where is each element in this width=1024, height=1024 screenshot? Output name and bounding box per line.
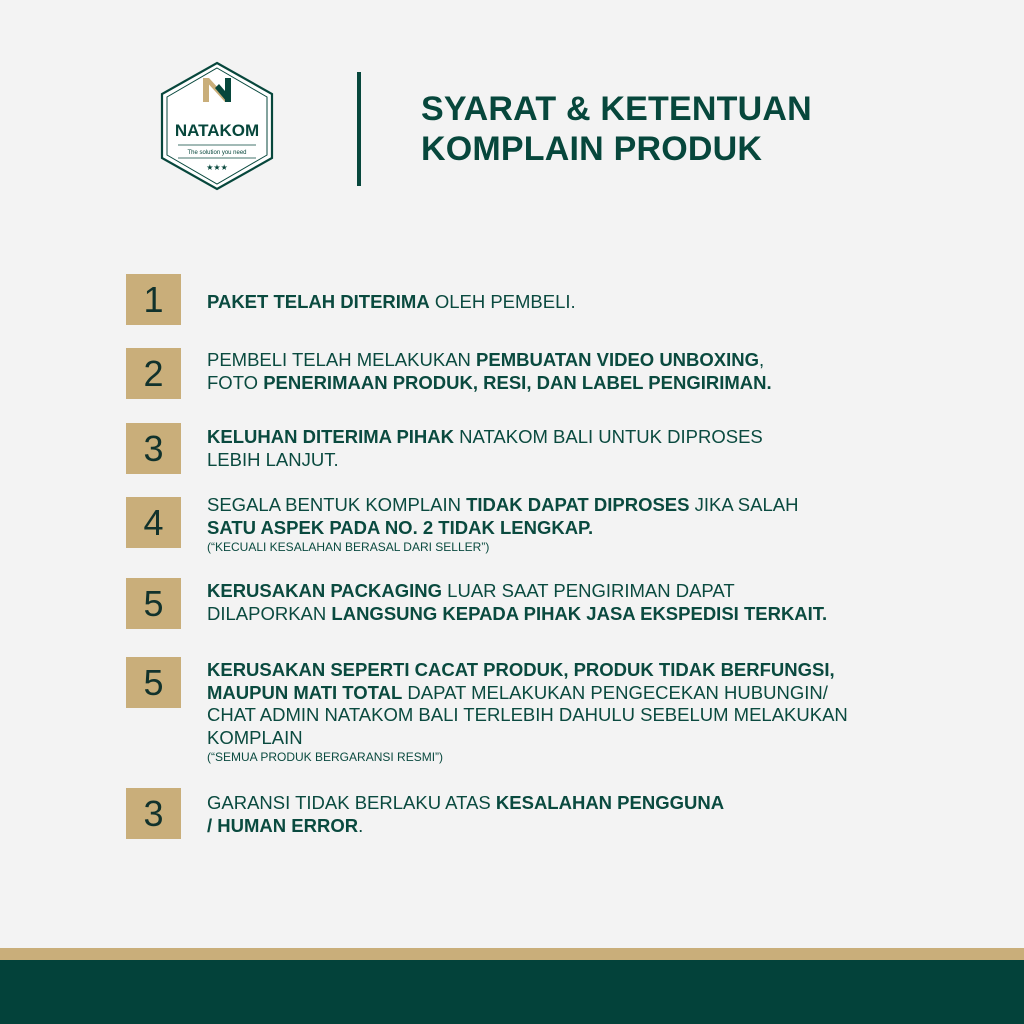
item-number-badge: 5	[126, 578, 181, 629]
page-title-line-2: KOMPLAIN PRODUK	[421, 130, 763, 168]
footer-gold-band	[0, 948, 1024, 960]
body-text: GARANSI TIDAK BERLAKU ATAS	[207, 792, 496, 813]
item-number-badge: 1	[126, 274, 181, 325]
page-title-line-1: SYARAT & KETENTUAN	[421, 90, 812, 128]
item-footnote: (“KECUALI KESALAHAN BERASAL DARI SELLER”)	[207, 540, 490, 554]
item-number-badge: 4	[126, 497, 181, 548]
page-title	[421, 89, 812, 169]
body-text: PEMBELI TELAH MELAKUKAN	[207, 349, 477, 370]
emphasis-text: SATU ASPEK PADA NO. 2 TIDAK LENGKAP.	[207, 516, 594, 538]
body-text: NATAKOM BALI UNTUK DIPROSES	[454, 426, 763, 447]
body-text: CHAT ADMIN NATAKOM BALI TERLEBIH DAHULU SEBELUM MELAKUKAN	[207, 704, 848, 725]
item-number-badge: 2	[126, 348, 181, 399]
item-text	[207, 291, 576, 314]
emphasis-text: MAUPUN MATI TOTAL	[207, 681, 403, 703]
brand-name: NATAKOM	[174, 121, 260, 140]
brand-tagline: The solution you need	[187, 150, 247, 156]
item-text	[207, 659, 848, 765]
body-text: DILAPORKAN	[207, 602, 332, 624]
body-text: SEGALA BENTUK KOMPLAIN	[207, 494, 467, 515]
item-text	[207, 792, 724, 837]
emphasis-text: KERUSAKAN PACKAGING	[207, 580, 443, 601]
emphasis-text: / HUMAN ERROR	[207, 814, 359, 836]
body-text: FOTO	[207, 371, 264, 393]
emphasis-text: TIDAK DAPAT DIPROSES	[466, 494, 690, 515]
header-divider	[357, 72, 361, 186]
emphasis-text: KERUSAKAN SEPERTI CACAT PRODUK, PRODUK TIDAK BERFUNGSI,	[207, 659, 835, 680]
emphasis-text: PENERIMAAN PRODUK, RESI, DAN LABEL PENGIRIMAN.	[263, 371, 772, 393]
item-number-badge: 5	[126, 657, 181, 708]
natakom-logo	[158, 60, 276, 192]
body-text: LEBIH LANJUT.	[207, 448, 339, 470]
hexagon-badge-icon	[158, 60, 276, 192]
emphasis-text: LANGSUNG KEPADA PIHAK JASA EKSPEDISI TERKAIT.	[331, 602, 828, 624]
item-text	[207, 580, 827, 625]
body-text: JIKA SALAH	[689, 494, 799, 515]
emphasis-text: KESALAHAN PENGGUNA	[495, 792, 725, 813]
body-text: KOMPLAIN	[207, 726, 303, 748]
item-text	[207, 349, 772, 394]
body-text: LUAR SAAT PENGIRIMAN DAPAT	[442, 580, 735, 601]
item-number-badge: 3	[126, 788, 181, 839]
body-text: ,	[759, 349, 765, 370]
item-footnote: (“SEMUA PRODUK BERGARANSI RESMI”)	[207, 750, 444, 764]
body-text: OLEH PEMBELI.	[429, 291, 576, 312]
item-text	[207, 426, 763, 471]
emphasis-text: KELUHAN DITERIMA PIHAK	[207, 426, 455, 447]
item-text	[207, 494, 798, 555]
star-rating-icon: ★★★	[206, 163, 228, 172]
item-number-badge: 3	[126, 423, 181, 474]
emphasis-text: PEMBUATAN VIDEO UNBOXING	[476, 349, 760, 370]
footer-green-band	[0, 960, 1024, 1024]
emphasis-text: PAKET TELAH DITERIMA	[207, 291, 430, 312]
body-text: DAPAT MELAKUKAN PENGECEKAN HUBUNGIN/	[402, 681, 828, 703]
body-text: .	[358, 814, 364, 836]
